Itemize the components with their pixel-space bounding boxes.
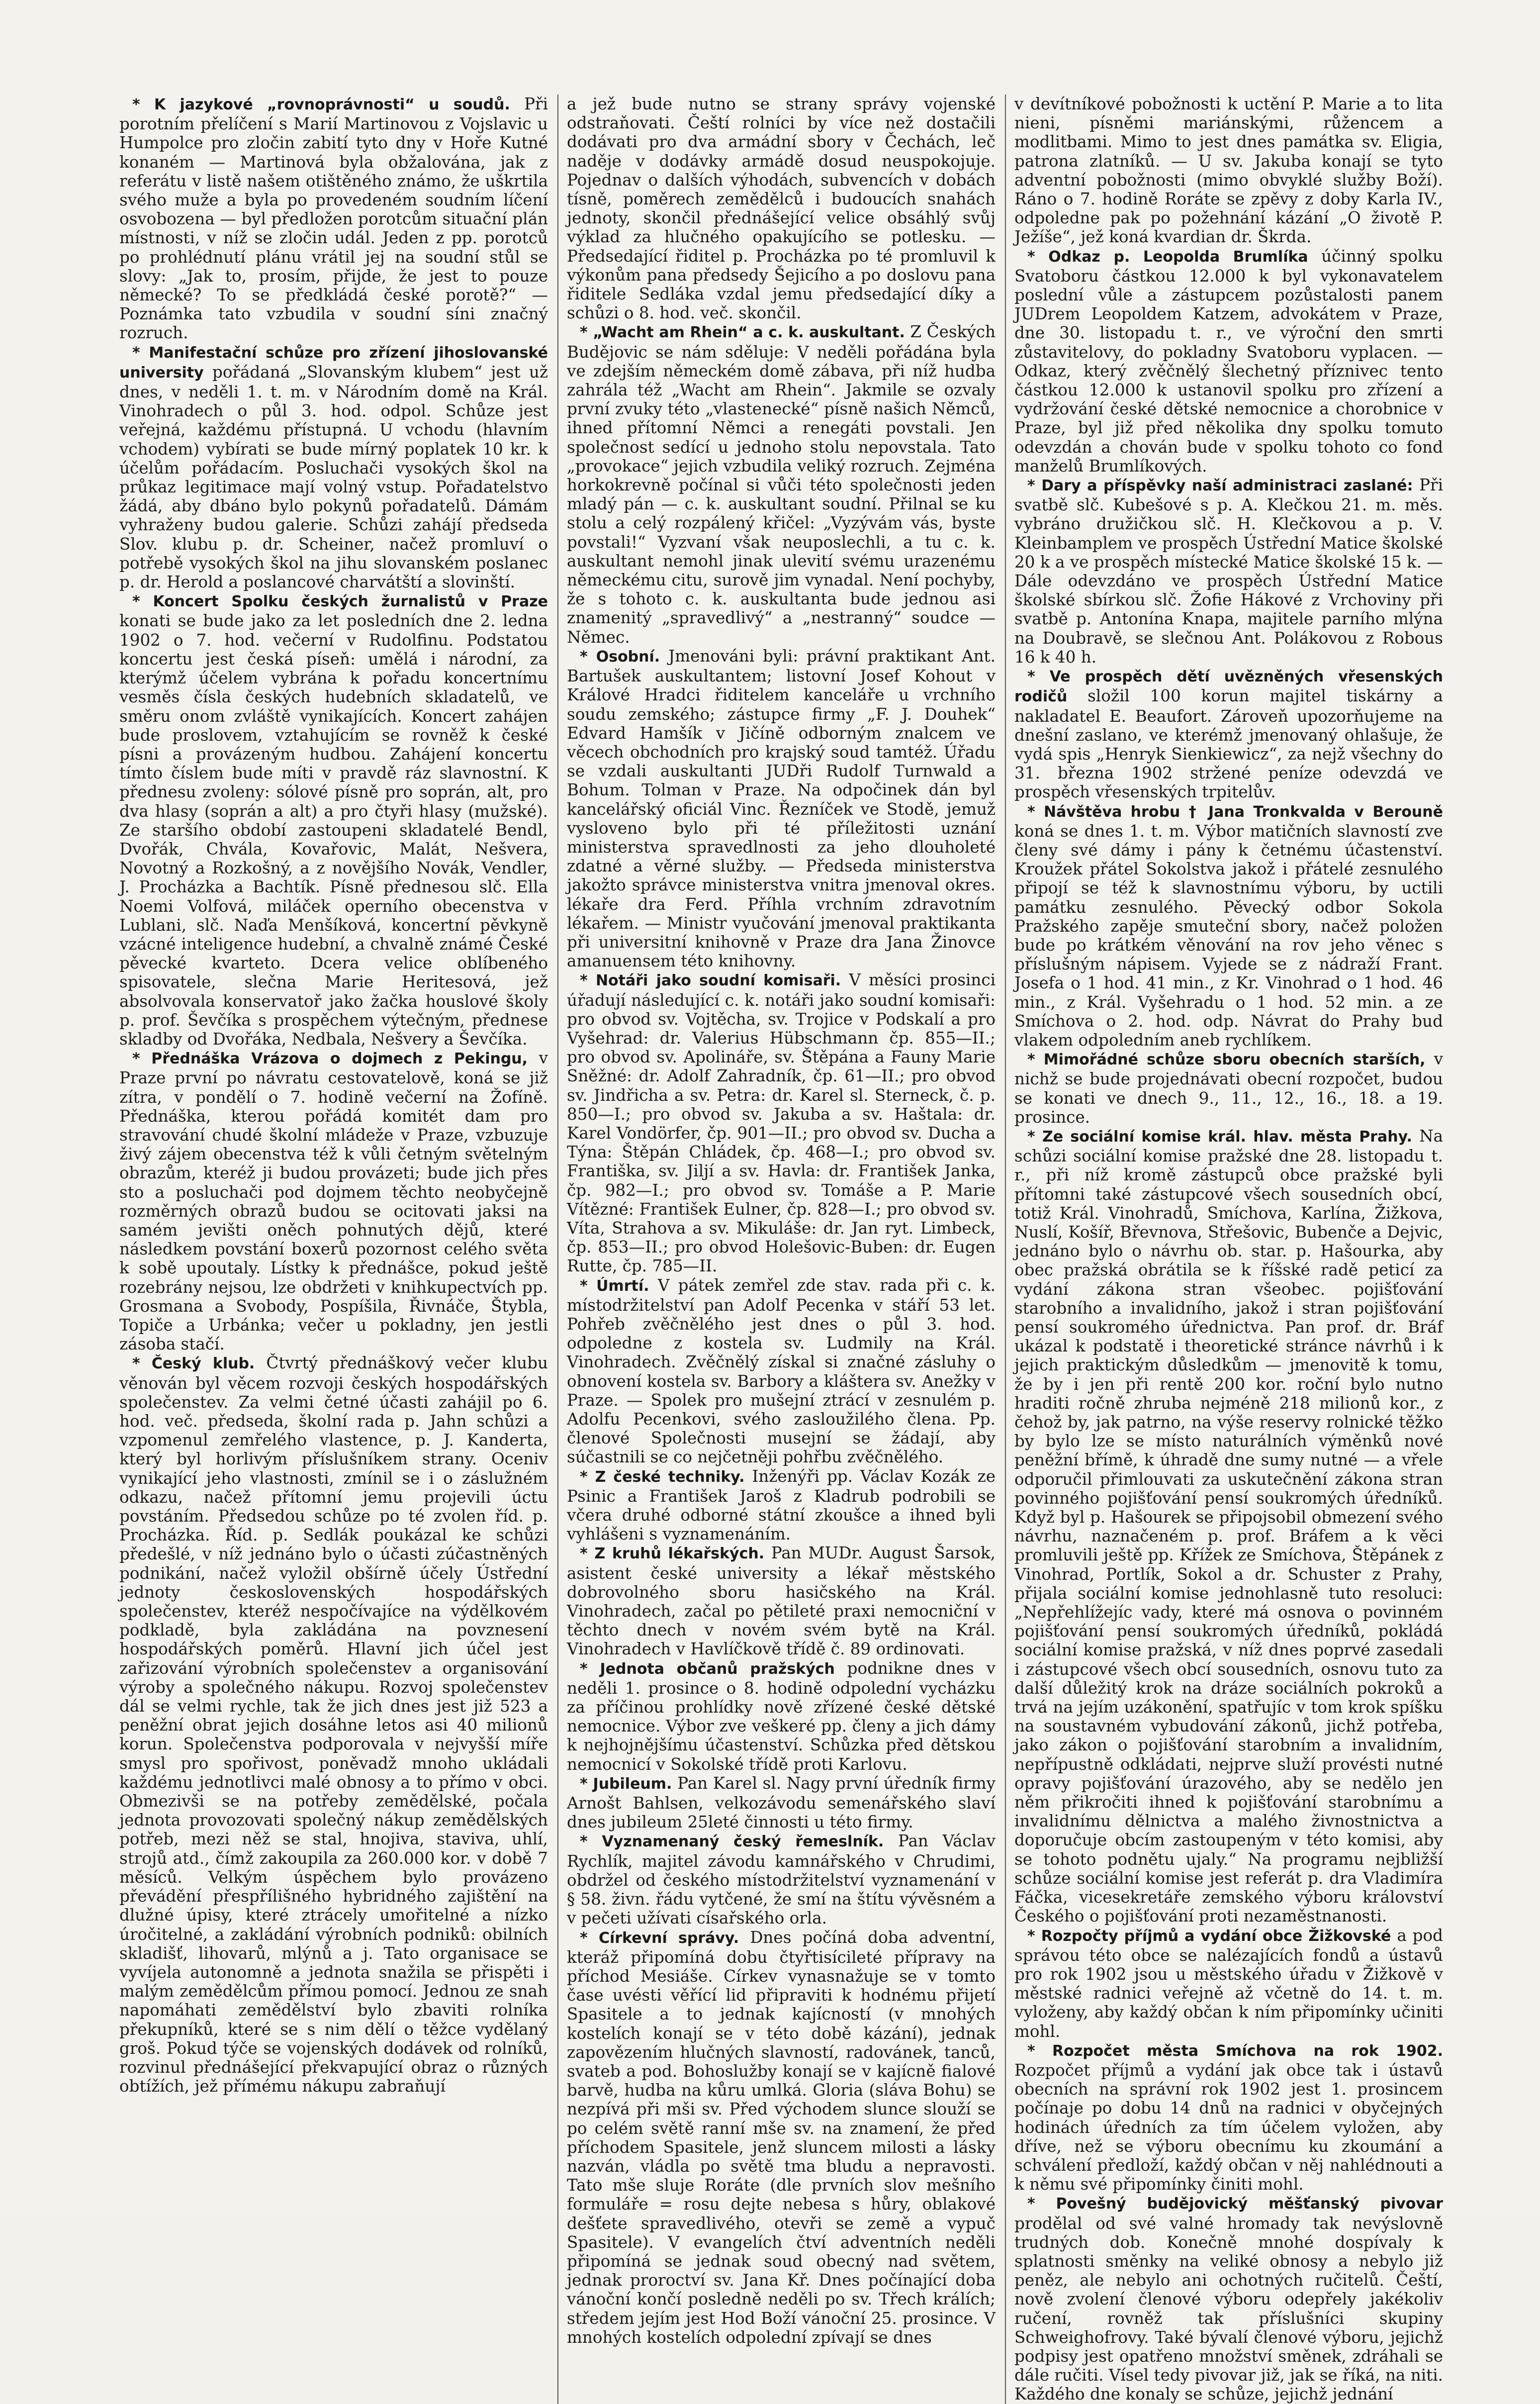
news-item — [119, 343, 548, 592]
news-item-title: * Návštěva hrobu † Jana Tronkvalda v Berouně — [1027, 803, 1443, 821]
news-item-title: * Mimořádné schůze sboru obecních starších, — [1027, 1051, 1426, 1069]
news-item-text: Při porotním přelíčení s Marií Martinovou z Vojslavic u Humpolce pro zločin zabití tyto dny v Hoře Kutné konaném — Martinová byla obžalována, jak z referátu v listě našem otištěného známo, že uškrtila svého muže a byla po provedeném soudním líčení osvobozena — byl předložen porotcům situační plán místnosti, v níž se zločin udál. Jeden z pp. porotců po prohlédnutí plánu vrátil jej na soudní stůl se slovy: „Jak to, prosím, přijde, že jest to pouze německé? To se předkládá české porotě?“ — Poznámka tato vzbudila v soudní síni značný rozruch. — [119, 95, 548, 343]
news-item-title: * Odkaz p. Leopolda Brumlíka — [1027, 248, 1308, 266]
news-item — [567, 322, 996, 646]
news-item-text: Čtvrtý přednáškový večer klubu věnován byl věcem rozvoji českých hospodářských společenstev. Za velmi četné účasti zahájil po 6. hod. več. předseda, školní rada p. Jahn schůzi a vzpomenul zemřelého vlastence, p. J. Kanderta, který byl horlivým příslušníkem strany. Oceniv vynikající jeho vlastnosti, zmínil se i o záslužném odkazu, načež přítomní jemu projevili úctu povstáním. Předsedou schůze po té zvolen říd. p. Procházka. Říd. p. Sedlák poukázal ke schůzi předešlé, v níž jednáno bylo o účasti zúčastněných podnikání, načež vyložil obšírně účely Ústřední jednoty československých hospodářských společenstev, kteréž nespočívajíce na výdělkovém podkladě, byla zakládána na povznesení hospodářských poměrů. Hlavní jich účel jest zařizování výrobních společenstev a organisování výroby a společného nákupu. Rozvoj společenstev dál se velmi rychle, tak že jich dnes jest již 523 a peněžní obrat jejich dosáhne letos asi 40 milionů korun. Společenstva podporovala v nejvyšší míře smysl pro spořivost, poněvadž mnoho ukládali každému jednotlivci malé obnosy a to přímo v obci. Obmezivši se na potřeby zemědělské, počala jednota provozovati společný nákup zemědělských potřeb, mezi něž se stal, hnojiva, staviva, uhlí, strojů atd., čímž zakoupila za 260.000 kor. v době 7 měsíců. Velkým úspěchem bylo provázeno převádění přespřílišného hybridného zajištění na dlužné úpisy, které ztrácely umořitelné a nízko úročitelné, a zakládání výrobních podniků: obilních skladišť, lihovarů, mlýnů a j. Tato organisace se vyvíjela autonomně a jednota snažila se přispěti i malým zemědělcům přímou pomocí. Jednou ze snah napomáhati zemědělství bylo zbaviti rolníka překupníků, které se s nim dělí o těžce vydělaný groš. Pokud týče se vojenských dodávek od rolníků, rozvinul přednášející překvapující obraz o různých obtížích, jež přímému nákupu zabraňují — [119, 1353, 548, 2096]
news-item — [567, 1928, 996, 2347]
news-item-text: Pan Karel sl. Nagy první úředník firmy Arnošt Bahlsen, velkozávodu semenářského slaví dnes jubileum 25leté činnosti u této firmy. — [567, 1773, 996, 1832]
news-item — [567, 95, 996, 322]
news-item — [1014, 667, 1443, 801]
news-item-text: pořádaná „Slovanským klubem“ jest už dnes, v neděli 1. t. m. v Národním domě na Král. Vinohradech o půl 3. hod. odpol. Schůze jest veřejná, každému přístupná. U vchodu (hlavním vchodem) vybírati se bude mírný poplatek 10 kr. k účelům pořádacím. Posluchači vysokých škol na průkaz legitimace mají volný vstup. Pořadatelstvo žádá, aby dbáno bylo pokynů pořadatelů. Dámám vyhraženy budou galerie. Schůzi zahájí předseda Slov. klubu p. dr. Scheiner, načež promluví o potřebě vysokých škol na jihu slovanském poslanec p. dr. Herold a poslancové charvátští a slovinští. — [119, 362, 548, 592]
news-item-title: * Jednota občanů pražských — [580, 1660, 835, 1678]
news-item-text: Rozpočet příjmů a vydání jak obce tak i ústavů obecních na správní rok 1902 jest 1. prosincem počínaje po dobu 14 dnů na radnici v obyčejných hodinách úředních za tím účelem vyložen, aby dříve, než se výboru obecnímu ku zkoumání a schválení předloží, každý občan v něj nahlédnouti a k němu své připomínky činiti mohl. — [1014, 2060, 1443, 2194]
news-item — [567, 1774, 996, 1832]
news-item-title: * Z kruhů lékařských. — [580, 1545, 765, 1563]
news-item — [119, 591, 548, 1049]
news-item-text: Pan Václav Rychlík, majitel závodu kamnářského v Chrudimi, obdržel od českého místodržitelství vyznamenání v § 58. živn. řádu vytčené, že smí na štítu vývěsném a v pečeti užívati císařského orla. — [567, 1831, 996, 1928]
news-item-title: * „Wacht am Rhein“ a c. k. auskultant. — [580, 324, 905, 342]
news-item — [567, 1543, 996, 1658]
news-item — [567, 1467, 996, 1544]
news-item-text: v nichž se bude projednávati obecní rozpočet, budou se konati ve dnech 9., 11., 12., 16., 18. a 19. prosince. — [1014, 1050, 1443, 1127]
news-item-text: v Praze první po návratu cestovatelově, koná se již zítra, v pondělí o 7. hodině večerní na Žofíně. Přednáška, kterou pořádá komitét dam pro stravování chudé školní mládeže v Praze, vzbuzuje živý zájem obecenstva též k vůli četným světelným obrazům, kteréž ji budou provázeti; bude jich přes sto a posluchači pod dojmem těchto neobyčejně rozměrných obrazů budou se ocitovati jaksi na samém jevišti oněch pohnutých dějů, které následkem povstání boxerů pozornost celého světa k sobě upoutaly. Lístky k přednášce, pokud ještě rozebrány nejsou, lze obdržeti v knihkupectvích pp. Grosmana a Svobody, Pospíšila, Řivnáče, Štybla, Topiče a Urbánka; večer u pokladny, jen jestli zásoba stačí. — [119, 1049, 548, 1354]
news-item-title: * Ve prospěch dětí uvězněných vřesenských rodičů — [1014, 668, 1443, 706]
news-item-text: v devítníkové pobožnosti k uctění P. Marie a to lita nieni, písněmi mariánskými, růžencem a modlitbami. Mimo to jest dnes památka sv. Eligia, patrona zlatníků. — U sv. Jakuba konají se tyto adventní pobožnosti (mimo obvyklé služby Boží). Ráno o 7. hodině Roráte se zpěvy z doby Karla IV., odpoledne pak po požehnání kázání „O životě P. Ježíše“, jež koná kvardian dr. Škrda. — [1014, 95, 1443, 247]
news-item-text: Pan MUDr. August Šarsok, asistent české university a lékař městského dobrovolného sboru hasičského na Král. Vinohradech, začal po pětileté praxi nemocniční v těchto dnech v novém svém bytě na Král. Vinohradech v Havlíčkově třídě č. 89 ordinovati. — [567, 1543, 996, 1659]
news-item — [1014, 802, 1443, 1050]
text-columns — [119, 95, 1444, 2404]
news-item-text: Na schůzi sociální komise pražské dne 28. listopadu t. r., při níž kromě zástupců obce pražské byli přítomni také zástupcové všech sousedních obcí, totiž Král. Vinohradů, Smíchova, Karlína, Žižkova, Nuslí, Košíř, Břevnova, Střešovic, Bubenče a Dejvic, jednáno bylo o návrhu ob. star. p. Hašourka, aby obec pražská obrátila se k říšské radě peticí za vydání zákona stran všeobec. pojišťování starobního a invalidního, jakož i stran pojišťování pensí soukromého úřednictva. Pan prof. dr. Bráf ukázal k podstatě i theoretické stránce návrhů i k jejich praktickým důsledkům — jmenovitě k tomu, že by i jen při rentě 200 kor. roční bylo nutno hraditi ročně zhruba nejméně 218 milionů kor., z čehož by, jak patrno, na výše reservy rolnické těžko by bylo lze se místo naturálních výměnků nové peněžní břímě, k úhradě dne sumy nutné — a vřele odporučil přimlouvati za uskutečnění zákona stran povinného pojišťování pensí soukromých úředníků. Když byl p. Hašourek se připojsobil obmezení svého návrhu, naznačeném p. prof. Bráfem a k věci promluvili ještě pp. Křížek ze Smíchova, Štěpánek z Vinohrad, Portlík, Sokol a dr. Schuster z Prahy, přijala sociální komise jednohlasně tuto resoluci: „Nepřehlížejíc vady, které má osnova o povinném pojišťování pensí soukromých úředníků, pokládá sociální komise pražská, v níž dnes poprvé zasedali i zástupcové všech obcí sousedních, osnovu tuto za další důležitý krok na dráze sociálních pokroků a trvá na jejím uzákonění, spatřujíc v tom krok spíšku na soustavném vybudování zákonů, jichž potřeba, jako zákon o pojišťování starobním a invalidním, nepřípustně odkládati, nejprve služí provésti nutné opravy pojišťování úrazového, aby se nedělo jen něm přikročiti ihned k pojišťování starobnímu a invalidnímu dělnictva a malého živnostnictva a doporučuje obcím zastoupeným v této komisi, aby se tohoto podnětu ujaly.“ Na programu nejbližší schůze sociální komise jest referát p. dra Vladimíra Fáčka, vicesekretáře zemského výboru království Českého o pojišťování proti nezaměstnanosti. — [1014, 1126, 1444, 1926]
news-item — [1014, 1127, 1443, 1926]
news-item — [1014, 476, 1443, 667]
news-item — [119, 1049, 548, 1353]
news-item — [1014, 1926, 1443, 2041]
news-item — [1014, 2041, 1443, 2194]
news-item-text: Inženýři pp. Václav Kozák ze Psinic a František Jaroš z Kladrub podrobili se včera druhé odborné státní zkoušce a ihned byli vyhlášeni s vyznamenáním. — [567, 1466, 996, 1544]
column-middle — [567, 95, 996, 2404]
news-item-title: * Povešný budějovický měšťanský pivovar — [1027, 2195, 1443, 2213]
news-item — [567, 1831, 996, 1927]
news-item-text: složil 100 korun majitel tiskárny a nakladatel E. Beaufort. Zároveň upozorňujeme na dnešní zaslano, ve kterémž jmenovaný ohlašuje, že vydá spis „Henryk Sienkiewicz“, za nejž všechny do 31. března 1902 stržené peníze odevzdá ve prospěch vřesenských trpitelův. — [1014, 686, 1443, 802]
news-item-title: * Rozpočty příjmů a vydání obce Žižkovské — [1027, 1927, 1391, 1945]
news-item-text: V měsíci prosinci úřadují následující c. k. notáři jako soudní komisaři: pro obvod sv. Vojtěcha, sv. Trojice v Podskalí a pro Vyšehrad: dr. Valerius Hübschmann čp. 855—II.; pro obvod sv. Apolináře, sv. Štěpána a Fauny Marie Sněžné: dr. Adolf Zahradník, čp. 61—II.; pro obvod sv. Jindřicha a sv. Petra: dr. Karel sl. Sterneck, č. p. 850—I.; pro obvod sv. Jakuba a sv. Haštala: dr. Karel Vondörfer, čp. 901—II.; pro obvod sv. Ducha a Týna: Štěpán Chládek, čp. 468—I.; pro obvod sv. Františka, sv. Jiljí a sv. Havla: dr. František Janka, čp. 982—I.; pro obvod sv. Tomáše a P. Marie Vítězné: František Eulner, čp. 828—I.; pro obvod sv. Víta, Strahova a sv. Mikuláše: dr. Jan ryt. Limbeck, čp. 853—II.; pro obvod Holešovic-Buben: dr. Eugen Rutte, čp. 785—II. — [567, 970, 996, 1276]
news-item-text: Při svatbě slč. Kubešové s p. A. Klečkou 21. m. měs. vybráno družičkou slč. H. Klečkovou a p. V. Kleinbamplem ve prospěch Ústřední Matice školské 20 k a ve prospěch místecké Matice školské 15 k. — Dále odevzdáno ve prospěch Ústřední Matice školské sbírkou slč. Žofie Hákové z Vrchoviny při svatbě p. Antonína Knapa, majitele parního mlýna na Doubravě, se slečnou Ant. Polákovou z Robous 16 k 40 h. — [1014, 476, 1444, 667]
news-item — [1014, 247, 1443, 476]
news-item-text: konati se bude jako za let posledních dne 2. ledna 1902 o 7. hod. večerní v Rudolfinu. Podstatou koncertu jest česká píseň: umělá i národní, za kterýmž účelem vybrána k pořadu koncertnímu vesměs čísla českých hudebních skladatelů, ve směru onom zvláště vynikajících. Koncert zahájen bude proslovem, vztahujícím se rovněž k české písni a provázeným hudbou. Zahájení koncertu tímto číslem bude míti v pravdě ráz slavnostní. K přednesu zvoleny: sólové písně pro soprán, alt, pro dva hlasy (soprán a alt) a pro čtyři hlasy (mužské). Ze staršího období zastoupeni skladatelé Bendl, Dvořák, Chvála, Kovařovic, Malát, Nešvera, Novotný a Rozkošný, a z novějšího Novák, Vendler, J. Procházka a Bachtík. Písně přednesou slč. Ella Noemi Volfová, miláček operního obecenstva v Lublani, slč. Naďa Menšíková, koncertní pěvkyně vzácné inteligence hudební, a chvalně známé České pěvecké kvarteto. Dcera velice oblíbeného spisovatele, slečna Marie Heritesová, jež absolvovala konservatoř jako žačka houslové školy p. prof. Ševčíka s prospěchem výtečným, přednese skladby od Dvořáka, Nedbala, Nešvery a Ševčíka. — [119, 611, 548, 1049]
news-item-title: * Manifestační schůze pro zřízení jihoslovanské university — [119, 344, 548, 382]
news-item-text: prodělal od své valné hromady tak nevýslovně trudných dob. Konečně mnohé dospívaly k splatnosti směnky na veliké obnosy a nebylo již peněz, ale nebylo ani ochotných ručitelů. Čeští, nově zvolení členové výboru odepřely jakékoliv ručení, rovněž tak příslušníci skupiny Schweighofrovy. Také bývalí členové výboru, jejichž podpisy jest opatřeno množství směnek, zdráhali se dále ručiti. Vísel tedy pivovar již, jak se říká, na niti. Každého dne konaly se schůze, jejichž jednání — [1014, 2213, 1443, 2404]
news-item-title: * Přednáška Vrázova o dojmech z Pekingu, — [132, 1050, 528, 1068]
news-item — [567, 970, 996, 1275]
news-item-title: * Koncert Spolku českých žurnalistů v Praze — [132, 593, 548, 611]
news-item-title: * Církevní správy. — [580, 1929, 739, 1947]
news-item-title: * Úmrtí. — [580, 1277, 649, 1295]
news-item-text: koná se dnes 1. t. m. Výbor matičních slavností zve členy své dámy i pány k četnému účastenství. Kroužek přátel Sokolstva jakož i přátelé zesnulého připojí se též k slavnostnímu výboru, by uctili památku zesnulého. Pěvecký odbor Sokola Pražského zapěje smuteční sbory, načež položen bude po krátkém věnování na rov jeho věnec s příslušným nápisem. Vyjede se z nádraží Frant. Josefa o 1 hod. 41 min., z Kr. Vinohrad o 1 hod. 46 min., z Král. Vyšehradu o 1 hod. 52 min. a ze Smíchova o 2. hod. odp. Návrat do Prahy bud vlakem odpoledním aneb rychlíkem. — [1014, 821, 1443, 1050]
news-item — [1014, 95, 1443, 247]
news-item-title: * Dary a příspěvky naší administraci zaslané: — [1027, 477, 1413, 495]
news-item-title: * Ze sociální komise král. hlav. města Prahy. — [1027, 1128, 1412, 1146]
column-right — [1014, 95, 1443, 2404]
news-item-title: * K jazykové „rovnoprávnosti“ u soudů. — [132, 96, 510, 113]
news-item-title: * Jubileum. — [580, 1775, 672, 1793]
news-item-text: Jmenováni byli: právní praktikant Ant. Bartušek auskultantem; listovní Josef Kohout v Králové Hradci řiditelem kanceláře u vrchního soudu zemského; zástupce firmy „F. J. Douhek“ Edvard Hamšík v Jičíně odborným znalcem ve věcech obchodních pro krajský soud tamtéž. Úřadu se vzdali auskultanti JUDři Rudolf Turnwald a Bohum. Tolman v Praze. Na odpočinek dán byl kancelářský oficiál Vinc. Řezníček ve Stodě, jemuž vysloveno bylo při té příležitosti uznání ministerstva spravedlnosti za jeho dlouholeté zdatné a věrné služby. — Předseda ministerstva jakožto správce ministerstva vnitra jmenoval okres. lékaře dra Ferd. Příhla vrchním zdravotním lékařem. — Ministr vyučování jmenoval praktikanta při universitní knihovně v Praze dra Jana Žinovce amanuensem této knihovny. — [567, 646, 996, 971]
news-item-text: a jež bude nutno se strany správy vojenské odstraňovati. Čeští rolníci by více než dostačili dodávati pro dva armádní sbory v Čechách, leč naděje v dodávky armádě dosud neuspokojuje. Pojednav o dalších výhodách, subvencích v dobách tísně, poměrech zemědělců i budoucích snahách jednoty, skončil přednášející velice obsáhlý svůj výklad za hlučného opakujícího se potlesku. — Předsedající řiditel p. Procházka po té promluvil k výkonům pana předsedy Šejicího a po doslovu pana řiditele Sedláka vzdal jemu předsedající díky a schůzi o 8. hod. več. skončil. — [567, 95, 996, 323]
news-item-text: podnikne dnes v neděli 1. prosince o 8. hodině odpolední vycházku za příčinou prohlídky nově zřízené české dětské nemocnice. Výbor zve veškeré pp. členy a jich dámy k nejhojnějšímu účastenství. Schůzka před dětskou nemocnicí v Sokolské třídě proti Karlovu. — [567, 1658, 996, 1774]
news-item — [119, 95, 548, 343]
news-item-title: * Osobní. — [580, 648, 660, 666]
news-item-title: * Rozpočet města Smíchova na rok 1902. — [1027, 2042, 1443, 2060]
news-item — [567, 647, 996, 970]
news-item-title: * Vyznamenaný český řemeslník. — [580, 1833, 884, 1851]
news-item-text: Z Českých Budějovic se nám sděluje: V neděli pořádána byla ve zdejším německém domě zábava, při níž hudba zahrála též „Wacht am Rhein“. Jakmile se ozvaly první zvuky této „vlastenecké“ písně našich Němců, ihned přítomní Němci a renegáti povstali. Jen společnost sedící u jednoho stolu nepovstala. Tato „provokace“ jejich vzbudila veliký rozruch. Zejména horkokrevně počínal si vůči této společnosti jeden mladý pán — c. k. auskultant soudní. Přilnal se ku stolu a celý rozpálený křičel: „Vyzývám vás, byste povstali!“ Vyzvaní však neuposlechli, a tu c. k. auskultant nemohl jinak ulevití svému urazenému německému citu, surově jim vynadal. Není pochyby, že s tohoto c. k. auskultanta bude jednou asi znamenitý „spravedlivý“ a „nestranný“ soudce — Němec. — [567, 322, 996, 647]
news-item-title: * Notáři jako soudní komisaři. — [580, 972, 841, 990]
news-item — [1014, 1050, 1443, 1127]
column-left — [119, 95, 548, 2404]
news-item-title: * Český klub. — [132, 1355, 255, 1373]
news-item — [567, 1659, 996, 1774]
news-item-text: a pod správou této obce se nalézajících fondů a ústavů pro rok 1902 jsou u městského úřadu v Žižkově v městské radnici veřejně až včetně do 14. t. m. vyloženy, aby každý občan k ním připomínky učiniti mohl. — [1014, 1925, 1443, 2041]
news-item — [567, 1276, 996, 1467]
news-item-text: Dnes počíná doba adventní, kteráž připomíná dobu čtyřtisícileté přípravy na příchod Mesiáše. Církev vynasnažuje se v tomto čase uvésti věřící lid připraviti k hodnému přijetí Spasitele a to jednak kajícností (v mnohých kostelích konají se v této době kázání), jednak zapovězením hlučných slavností, radovánek, tanců, svateb a pod. Bohoslužby konají se v kajícně fialové barvě, hudba na kůru umlká. Gloria (sláva Bohu) se nezpívá při mši sv. Před východem slunce slouží se po celém světě ranní mše sv. na znamení, že před příchodem Spasitele, jenž sluncem milosti a lásky nazván, vládla po světě tma bludu a nepravosti. Tato mše sluje Roráte (dle prvních slov mešního formuláře = rosu dejte nebesa s hůry, oblakové dešťete spravedlivého, otevři se země a vypuč Spasitele). V evangelích čtví adventních neděli připomíná se jednak soud obecný nad světem, jednak proroctví sv. Jana Kř. Dnes počínající doba vánoční končí posledně neděli po sv. Třech králích; středem jejím jest Hod Boží vánoční 25. prosince. V mnohých kostelích odpolední zpívají se dnes — [567, 1927, 996, 2347]
news-item-title: * Z české techniky. — [580, 1468, 745, 1486]
news-item — [1014, 2194, 1443, 2404]
news-item-text: účinný spolku Svatoboru částkou 12.000 k byl vykonavatelem poslední vůle a zástupcem pozůstalosti panem JUDrem Leopoldem Katzem, advokátem v Praze, dne 30. listopadu t. r., ve výroční den smrti zůstavitelovy, do pokladny Svatoboru vyplacen. — Odkaz, který zvěčnělý šlechetný příznivec tento částkou 12.000 k ustanovil spolku pro zřízení a vydržování české dětské nemocnice a chorobnice v Praze, byl již před několika dny spolku tomuto odevzdán a chován bude v spolku tohoto co fond manželů Brumlíkových. — [1014, 246, 1443, 476]
news-item — [119, 1353, 548, 2096]
news-item-text: V pátek zemřel zde stav. rada při c. k. místodržitelství pan Adolf Pecenka v stáří 53 let. Pohřeb zvěčnělého jest dnes o půl 3. hod. odpoledne z kostela sv. Ludmily na Král. Vinohradech. Zvěčnělý získal si značné zásluhy o obnovení kostela sv. Barbory a kláštera sv. Anežky v Praze. — Spolek pro mušejní ztrácí v zesnulém p. Adolfu Pecenkovi, svého zasloužilého člena. Pp. členové Společnosti musejní se žádají, aby súčastnili se co nejčetněji pohřbu zvěčnělého. — [567, 1275, 996, 1467]
